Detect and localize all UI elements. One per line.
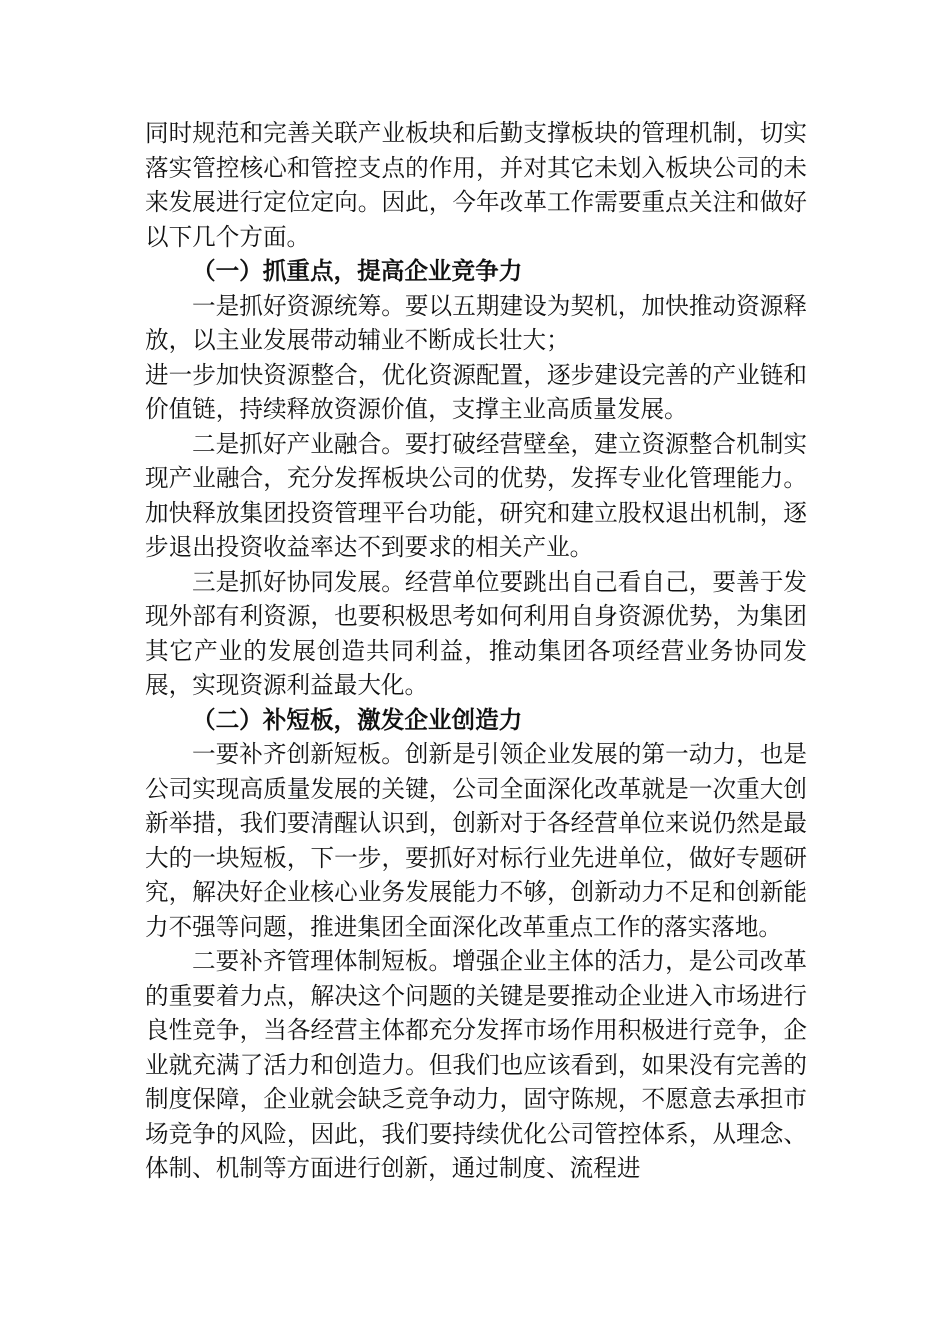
paragraph-management-system-shortfall: 二要补齐管理体制短板。增强企业主体的活力，是公司改革的重要着力点，解决这个问题的关键是要推动企业进入市场进行良性竞争，当各经营主体都充分发挥市场作用积极进行竞争，企业就充满了活力和创造力。但我们也应该看到，如果没有完善的制度保障，企业就会缺乏竞争动力，固守陈规，不愿意去承担市场竞争的风险，因此，我们要持续优化公司管控体系，从理念、体制、机制等方面进行创新，通过制度、流程进 bbox=[145, 947, 807, 1182]
section-heading-1: （一）抓重点，提高企业竞争力 bbox=[192, 257, 523, 285]
paragraph-intro: 同时规范和完善关联产业板块和后勤支撑板块的管理机制，切实落实管控核心和管控支点的作用，并对其它未划入板块公司的未来发展进行定位定向。因此，今年改革工作需要重点关注和做好以下几个方面。 bbox=[145, 119, 807, 251]
paragraph-coordinated-development: 三是抓好协同发展。经营单位要跳出自己看自己，要善于发现外部有利资源，也要积极思考如何利用自身资源优势，为集团其它产业的发展创造共同利益，推动集团各项经营业务协同发展，实现资源利益最大化。 bbox=[145, 567, 807, 699]
paragraph-resource-integration: 进一步加快资源整合，优化资源配置，逐步建设完善的产业链和价值链，持续释放资源价值，支撑主业高质量发展。 bbox=[145, 360, 807, 423]
paragraph-innovation-shortfall: 一要补齐创新短板。创新是引领企业发展的第一动力，也是公司实现高质量发展的关键，公司全面深化改革就是一次重大创新举措，我们要清醒认识到，创新对于各经营单位来说仍然是最大的一块短板，下一步，要抓好对标行业先进单位，做好专题研究，解决好企业核心业务发展能力不够，创新动力不足和创新能力不强等问题，推进集团全面深化改革重点工作的落实落地。 bbox=[145, 740, 807, 941]
paragraph-industry-integration: 二是抓好产业融合。要打破经营壁垒，建立资源整合机制实现产业融合，充分发挥板块公司的优势，发挥专业化管理能力。加快释放集团投资管理平台功能，研究和建立股权退出机制，逐步退出投资收益率达不到要求的相关产业。 bbox=[145, 429, 807, 561]
paragraph-resource-coordination: 一是抓好资源统筹。要以五期建设为契机，加快推动资源释放，以主业发展带动辅业不断成长壮大； bbox=[145, 291, 807, 354]
document-page bbox=[145, 116, 807, 1186]
section-heading-2: （二）补短板，激发企业创造力 bbox=[192, 705, 523, 734]
